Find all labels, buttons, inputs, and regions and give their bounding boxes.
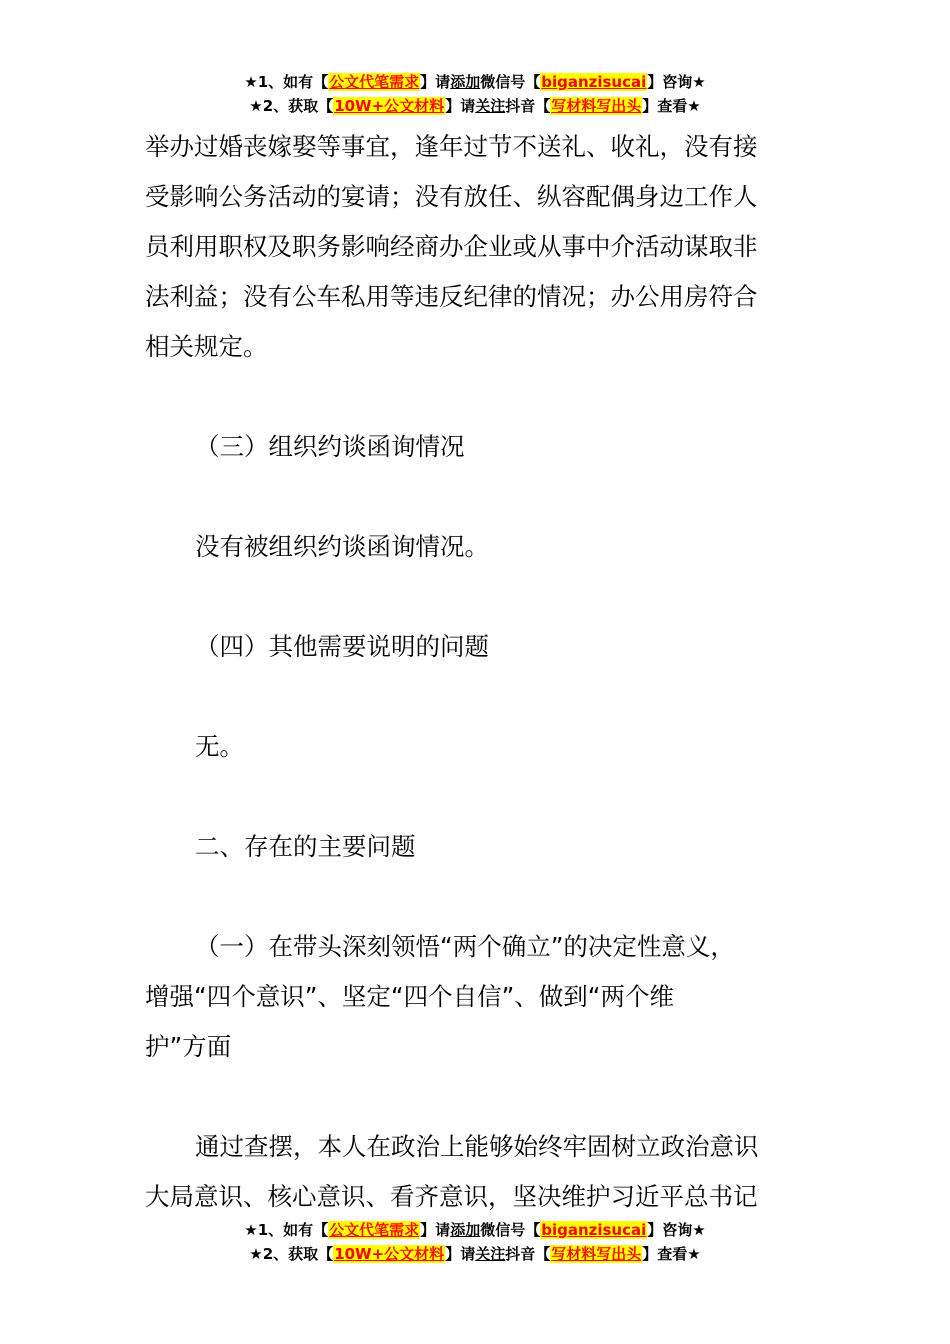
banner-text: 】请 — [445, 1245, 476, 1263]
banner-highlight: 公文代笔需求 — [329, 1221, 420, 1239]
heading-other-issues: （四）其他需要说明的问题 — [195, 632, 489, 661]
heading-line: 护”方面 — [145, 1032, 232, 1061]
banner-highlight: biganzisucai — [541, 1221, 647, 1239]
banner-text: 】请 — [445, 97, 476, 115]
banner-text: 】请 — [420, 1221, 451, 1239]
heading-line: （一）在带头深刻领悟“两个确立”的决定性意义， — [195, 932, 735, 961]
banner-highlight: 公文代笔需求 — [329, 73, 420, 91]
banner-text: 微信号【 — [480, 1221, 541, 1239]
banner-line-2 — [0, 94, 950, 118]
paragraph-line: 法利益；没有公车私用等违反纪律的情况；办公用房符合 — [145, 282, 758, 311]
paragraph-line: 相关规定。 — [145, 332, 268, 361]
banner-highlight: 写材料写出头 — [551, 1245, 642, 1263]
banner-highlight: 写材料写出头 — [551, 97, 642, 115]
banner-highlight: 10W+公文材料 — [334, 1245, 445, 1263]
banner-text: 】咨询★ — [647, 1221, 706, 1239]
paragraph-line: 受影响公务活动的宴请；没有放任、纵容配偶身边工作人 — [145, 182, 758, 211]
banner-text: 】咨询★ — [647, 73, 706, 91]
banner-text: ★1、如有【 — [244, 1221, 329, 1239]
banner-underline: 添加 — [450, 1221, 481, 1239]
banner-text: 】查看★ — [642, 1245, 701, 1263]
paragraph-other-issues: 无。 — [195, 732, 244, 761]
section-heading-main-problems: 二、存在的主要问题 — [195, 832, 416, 861]
banner-highlight: biganzisucai — [541, 73, 647, 91]
banner-underline: 关注 — [475, 1245, 506, 1263]
header-banner — [0, 70, 950, 118]
banner-underline: 关注 — [475, 97, 506, 115]
banner-line-1 — [0, 70, 950, 94]
banner-text: ★2、获取【 — [249, 1245, 334, 1263]
banner-text: 抖音【 — [505, 97, 551, 115]
banner-text: 】请 — [420, 73, 451, 91]
heading-line: 增强“四个意识”、坚定“四个自信”、做到“两个维 — [145, 982, 674, 1011]
paragraph-line: 举办过婚丧嫁娶等事宜，逢年过节不送礼、收礼，没有接 — [145, 132, 758, 161]
banner-text: ★2、获取【 — [249, 97, 334, 115]
heading-subsection-1 — [145, 922, 807, 1072]
banner-text: 抖音【 — [505, 1245, 551, 1263]
banner-text: 】查看★ — [642, 97, 701, 115]
banner-line-1 — [0, 1218, 950, 1242]
banner-underline: 添加 — [450, 73, 481, 91]
footer-banner — [0, 1218, 950, 1266]
banner-text: 微信号【 — [480, 73, 541, 91]
paragraph-line: 通过查摆，本人在政治上能够始终牢固树立政治意识 — [195, 1132, 759, 1161]
paragraph-interview: 没有被组织约谈函询情况。 — [195, 532, 489, 561]
banner-text: ★1、如有【 — [244, 73, 329, 91]
banner-highlight: 10W+公文材料 — [334, 97, 445, 115]
paragraph-subsection-1 — [145, 1122, 807, 1222]
paragraph-line: 员利用职权及职务影响经商办企业或从事中介活动谋取非 — [145, 232, 758, 261]
paragraph-1 — [145, 122, 807, 372]
document-body — [145, 122, 807, 1222]
banner-line-2 — [0, 1242, 950, 1266]
heading-interview: （三）组织约谈函询情况 — [195, 432, 465, 461]
paragraph-line: 大局意识、核心意识、看齐意识，坚决维护习近平总书记 — [145, 1182, 758, 1211]
